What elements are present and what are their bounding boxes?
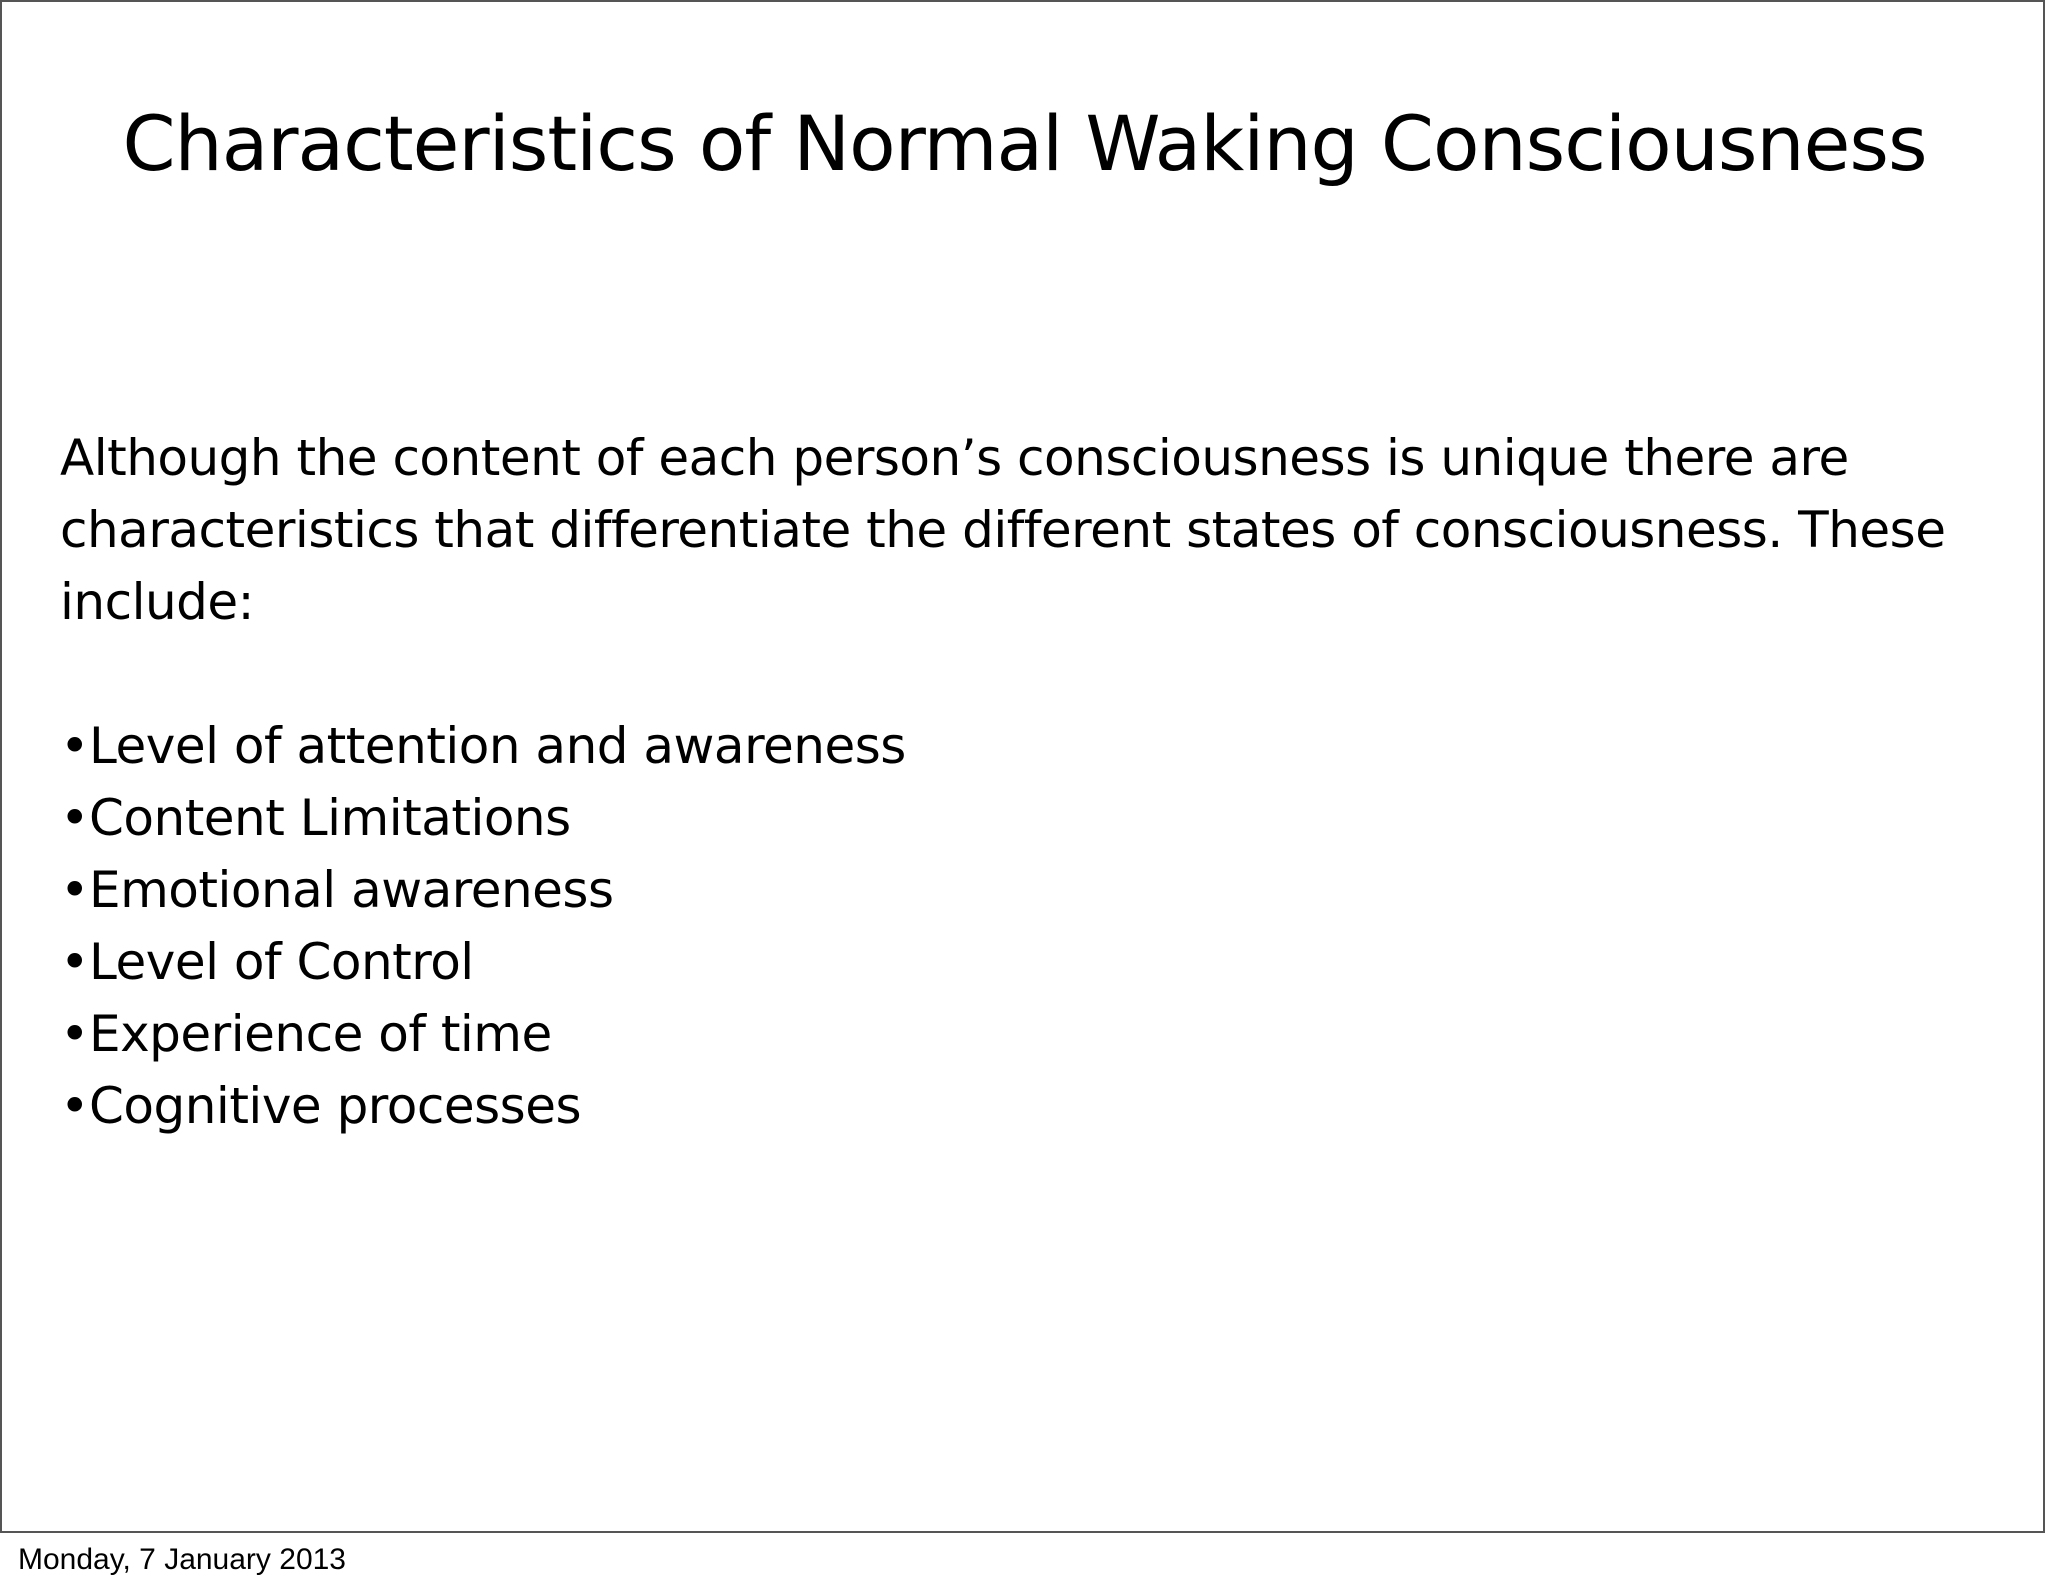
- slide-body: [60, 422, 2020, 1142]
- bullet-icon: •: [60, 1005, 89, 1063]
- bullet-icon: •: [60, 1077, 89, 1135]
- list-item: [60, 782, 2020, 854]
- list-item: [60, 1070, 2020, 1142]
- list-item-text: Emotional awareness: [89, 861, 614, 919]
- bullet-icon: •: [60, 789, 89, 847]
- list-item: [60, 854, 2020, 926]
- list-item-text: Level of attention and awareness: [89, 717, 906, 775]
- list-item: [60, 710, 2020, 782]
- slide-title: Characteristics of Normal Waking Consciousness: [122, 99, 1927, 188]
- bullet-icon: •: [60, 861, 89, 919]
- list-item-text: Level of Control: [89, 933, 474, 991]
- list-item: [60, 998, 2020, 1070]
- footer-date: Monday, 7 January 2013: [18, 1543, 346, 1576]
- list-item: [60, 926, 2020, 998]
- intro-paragraph: Although the content of each person’s consciousness is unique there are characteristics that differentiate the different states of consciousness. These include:: [60, 429, 1946, 631]
- list-item-text: Experience of time: [89, 1005, 552, 1063]
- list-item-text: Content Limitations: [89, 789, 571, 847]
- bullet-icon: •: [60, 933, 89, 991]
- characteristics-list: [60, 710, 2020, 1142]
- list-item-text: Cognitive processes: [89, 1077, 582, 1135]
- bullet-icon: •: [60, 717, 89, 775]
